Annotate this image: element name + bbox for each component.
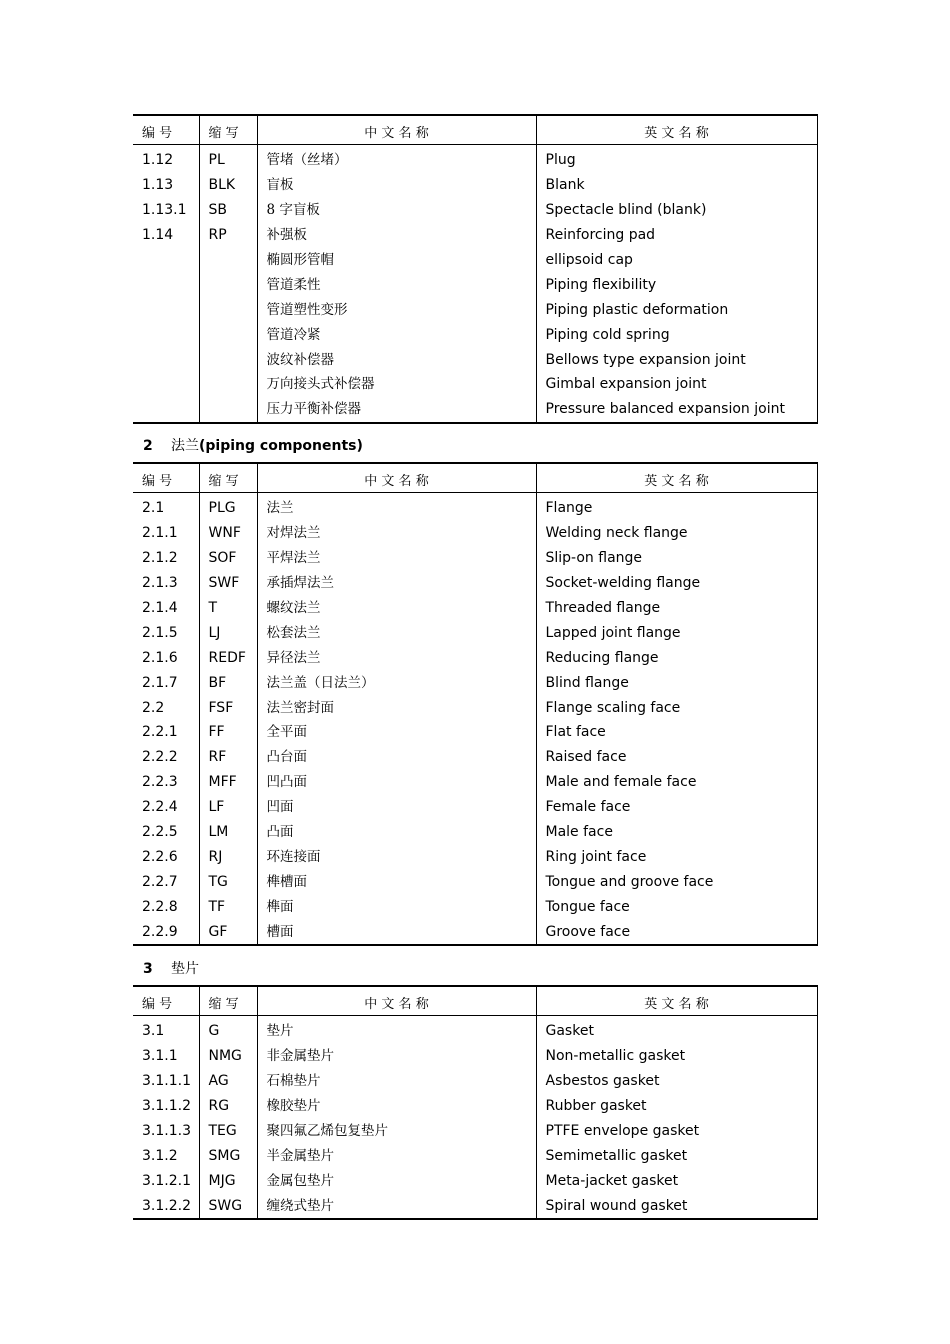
cell-english: Piping flexibility [536,272,817,297]
table-section-2 [133,462,818,946]
header-abbr: 缩 写 [199,463,257,493]
cell-chinese: 万向接头式补偿器 [257,372,536,397]
table-section-3 [133,985,818,1220]
table-row [133,546,817,571]
cell-abbr: TEG [199,1119,257,1144]
cell-chinese: 管道冷紧 [257,322,536,347]
cell-chinese: 缠绕式垫片 [257,1193,536,1219]
cell-chinese: 环连接面 [257,844,536,869]
cell-code: 2.2 [142,699,165,716]
cell-english: Piping cold spring [536,322,817,347]
cell-chinese: 波纹补偿器 [257,347,536,372]
table-row [133,844,817,869]
cell-code [133,397,199,423]
cell-abbr: MFF [199,770,257,795]
cell-code [133,347,199,372]
cell-abbr: GF [199,919,257,945]
cell-abbr: RP [199,223,257,248]
cell-english: Blank [536,173,817,198]
cell-code: 2.1.5 [142,624,178,641]
table-row [133,695,817,720]
cell-english: Threaded flange [536,596,817,621]
cell-abbr: TF [199,894,257,919]
cell-english: Pressure balanced expansion joint [536,397,817,423]
cell-code: 2.2.7 [142,873,178,890]
header-chinese: 中 文 名 称 [257,115,536,145]
cell-abbr: LF [199,795,257,820]
header-chinese: 中 文 名 称 [257,463,536,493]
cell-chinese: 橡胶垫片 [257,1094,536,1119]
table-row [133,223,817,248]
table-row [133,745,817,770]
header-chinese: 中 文 名 称 [257,986,536,1016]
cell-chinese: 凹面 [257,795,536,820]
cell-code: 3.1.1 [142,1048,178,1065]
cell-abbr [199,248,257,273]
cell-chinese: 法兰盖（日法兰） [257,670,536,695]
cell-english: Meta-jacket gasket [536,1168,817,1193]
section-number: 2 [143,438,153,454]
cell-chinese: 法兰 [257,493,536,521]
cell-code: 2.2.6 [142,848,178,865]
table-row [133,493,817,521]
cell-code: 1.13.1 [142,202,187,219]
cell-abbr: BLK [199,173,257,198]
table-row [133,1193,817,1219]
table-row [133,1016,817,1044]
cell-chinese: 石棉垫片 [257,1069,536,1094]
cell-abbr: PLG [199,493,257,521]
header-english: 英 文 名 称 [536,986,817,1016]
table-row [133,397,817,423]
cell-english: Flat face [536,720,817,745]
cell-chinese: 非金属垫片 [257,1044,536,1069]
cell-english: Gimbal expansion joint [536,372,817,397]
cell-english: Piping plastic deformation [536,297,817,322]
cell-code: 1.14 [142,227,174,244]
cell-code: 2.2.9 [142,923,178,940]
table-row [133,322,817,347]
cell-chinese: 法兰密封面 [257,695,536,720]
cell-chinese: 螺纹法兰 [257,596,536,621]
cell-abbr: AG [199,1069,257,1094]
cell-english: Socket-welding flange [536,571,817,596]
cell-english: Asbestos gasket [536,1069,817,1094]
cell-english: Rubber gasket [536,1094,817,1119]
cell-chinese: 凸台面 [257,745,536,770]
cell-chinese: 凸面 [257,820,536,845]
cell-english: Bellows type expansion joint [536,347,817,372]
header-code: 编 号 [133,463,199,493]
header-english: 英 文 名 称 [536,463,817,493]
header-abbr: 缩 写 [199,986,257,1016]
cell-code [133,372,199,397]
cell-abbr [199,272,257,297]
section-title-zh: 法兰 [171,438,199,454]
table-row [133,145,817,173]
cell-code: 2.1.4 [142,600,178,616]
cell-chinese: 管堵（丝堵） [257,145,536,173]
cell-code: 3.1.1.3 [142,1123,191,1139]
cell-abbr: LJ [199,620,257,645]
table-row [133,198,817,223]
cell-code: 3.1 [142,1023,165,1040]
table-row [133,347,817,372]
cell-abbr: BF [199,670,257,695]
cell-code: 3.1.2 [142,1147,178,1164]
table-header-row [133,115,817,145]
cell-code: 2.1 [142,500,165,517]
table-row [133,173,817,198]
cell-code: 2.1.7 [142,674,178,691]
cell-chinese: 半金属垫片 [257,1143,536,1168]
cell-english: Tongue face [536,894,817,919]
cell-english: PTFE envelope gasket [536,1119,817,1144]
cell-chinese: 压力平衡补偿器 [257,397,536,423]
cell-code: 2.2.2 [142,749,178,766]
cell-english: Semimetallic gasket [536,1143,817,1168]
cell-abbr: FF [199,720,257,745]
cell-abbr [199,347,257,372]
cell-code: 2.2.3 [142,774,178,791]
cell-english: Spectacle blind (blank) [536,198,817,223]
cell-abbr: RG [199,1094,257,1119]
cell-abbr: FSF [199,695,257,720]
cell-abbr: TG [199,869,257,894]
cell-chinese: 全平面 [257,720,536,745]
table-row [133,1094,817,1119]
cell-code: 2.2.8 [142,898,178,915]
cell-code [133,272,199,297]
table-row [133,820,817,845]
section-title-zh: 垫片 [171,961,199,977]
table-row [133,645,817,670]
table-row [133,571,817,596]
table-row [133,795,817,820]
cell-english: Non-metallic gasket [536,1044,817,1069]
cell-abbr: PL [199,145,257,173]
cell-abbr: LM [199,820,257,845]
table-row [133,297,817,322]
table-row [133,894,817,919]
cell-code: 2.1.3 [142,575,178,592]
cell-code [133,248,199,273]
cell-code: 2.1.1 [142,525,178,542]
section-title-en: (piping components) [199,438,363,454]
cell-english: Flange [536,493,817,521]
header-code: 编 号 [133,115,199,145]
cell-code: 1.12 [142,152,174,169]
cell-chinese: 平焊法兰 [257,546,536,571]
table-row [133,521,817,546]
cell-code: 3.1.1.1 [142,1073,191,1090]
cell-code: 3.1.1.2 [142,1098,191,1115]
cell-abbr: RF [199,745,257,770]
cell-chinese: 凹凸面 [257,770,536,795]
cell-chinese: 松套法兰 [257,620,536,645]
table-row [133,670,817,695]
cell-code: 2.2.5 [142,824,178,841]
table-row [133,272,817,297]
cell-english: Flange scaling face [536,695,817,720]
cell-chinese: 补强板 [257,223,536,248]
cell-english: Groove face [536,919,817,945]
table-row [133,248,817,273]
cell-chinese: 异径法兰 [257,645,536,670]
cell-english: Slip-on flange [536,546,817,571]
cell-abbr [199,297,257,322]
cell-code: 2.1.6 [142,649,178,666]
cell-chinese: 管道塑性变形 [257,297,536,322]
table-row [133,919,817,945]
cell-abbr [199,372,257,397]
cell-chinese: 垫片 [257,1016,536,1044]
cell-chinese: 8 字盲板 [257,198,536,223]
cell-abbr: NMG [199,1044,257,1069]
table-row [133,720,817,745]
cell-code: 3.1.2.1 [142,1172,191,1189]
cell-abbr: SOF [199,546,257,571]
section-2-heading [143,435,363,455]
cell-english: Male face [536,820,817,845]
cell-english: Female face [536,795,817,820]
section-number: 3 [143,961,153,977]
cell-english: Male and female face [536,770,817,795]
header-abbr: 缩 写 [199,115,257,145]
cell-code [133,322,199,347]
cell-code: 2.1.2 [142,550,178,567]
cell-abbr: SMG [199,1143,257,1168]
cell-english: Welding neck flange [536,521,817,546]
cell-abbr: RJ [199,844,257,869]
cell-chinese: 金属包垫片 [257,1168,536,1193]
cell-english: Lapped joint flange [536,620,817,645]
table-row [133,1168,817,1193]
cell-chinese: 榫面 [257,894,536,919]
table-row [133,620,817,645]
table-row [133,1119,817,1144]
cell-abbr [199,322,257,347]
cell-chinese: 榫槽面 [257,869,536,894]
cell-english: Plug [536,145,817,173]
cell-chinese: 聚四氟乙烯包复垫片 [257,1119,536,1144]
cell-chinese: 槽面 [257,919,536,945]
cell-code: 2.2.1 [142,724,178,741]
table-row [133,596,817,621]
table-row [133,1143,817,1168]
cell-abbr: REDF [199,645,257,670]
cell-english: Blind flange [536,670,817,695]
cell-code [133,297,199,322]
cell-chinese: 承插焊法兰 [257,571,536,596]
cell-chinese: 椭圆形管帽 [257,248,536,273]
cell-english: Tongue and groove face [536,869,817,894]
cell-english: Reinforcing pad [536,223,817,248]
cell-chinese: 管道柔性 [257,272,536,297]
cell-english: Gasket [536,1016,817,1044]
table-row [133,869,817,894]
cell-abbr: SB [199,198,257,223]
cell-english: Ring joint face [536,844,817,869]
cell-code: 3.1.2.2 [142,1197,191,1214]
table-row [133,372,817,397]
cell-code: 1.13 [142,177,174,194]
table-row [133,770,817,795]
table-row [133,1069,817,1094]
cell-abbr: SWG [199,1193,257,1219]
cell-abbr: T [199,596,257,621]
table-header-row [133,463,817,493]
cell-english: Reducing flange [536,645,817,670]
cell-chinese: 对焊法兰 [257,521,536,546]
cell-abbr: G [199,1016,257,1044]
cell-code: 2.2.4 [142,799,178,816]
cell-chinese: 盲板 [257,173,536,198]
table-section-1 [133,114,818,424]
header-english: 英 文 名 称 [536,115,817,145]
cell-abbr: SWF [199,571,257,596]
cell-english: Spiral wound gasket [536,1193,817,1219]
table-row [133,1044,817,1069]
section-3-heading [143,958,199,978]
header-code: 编 号 [133,986,199,1016]
table-header-row [133,986,817,1016]
cell-abbr: WNF [199,521,257,546]
cell-abbr [199,397,257,423]
cell-english: Raised face [536,745,817,770]
cell-abbr: MJG [199,1168,257,1193]
cell-english: ellipsoid cap [536,248,817,273]
